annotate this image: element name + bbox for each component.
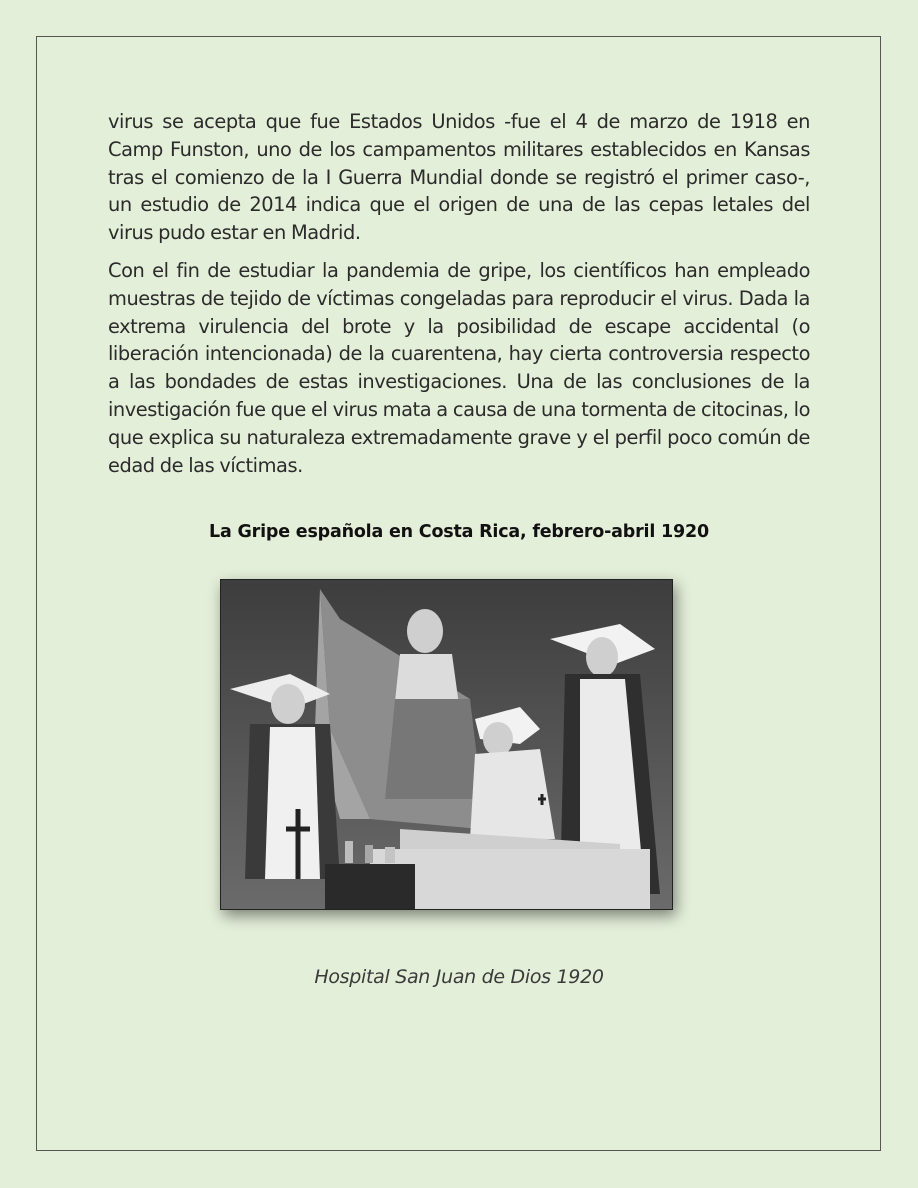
- body-text: [108, 108, 810, 489]
- figure-caption: Hospital San Juan de Dios 1920: [314, 966, 604, 988]
- paragraph-1: virus se acepta que fue Estados Unidos -fue el 4 de marzo de 1918 en Camp Funston, uno de los campamentos militares establecidos en Kansas tras el comienzo de la I Guerra Mundial donde se registró el primer caso-, un estudio de 2014 indica que el origen de una de las cepas letales del virus pudo estar en Madrid.: [108, 110, 810, 245]
- historical-photo: [220, 579, 673, 910]
- paragraph-2: Con el fin de estudiar la pandemia de gripe, los científicos han empleado muestras de tejido de víctimas congeladas para reproducir el virus. Dada la extrema virulencia del brote y la posibilidad de escape accidental (o liberación intencionada) de la cuarentena, hay cierta controversia respecto a las bondades de estas investigaciones. Una de las conclusiones de la investigación fue que el virus mata a causa de una tormenta de citocinas, lo que explica su naturaleza extremadamente grave y el perfil poco común de edad de las víctimas.: [108, 258, 810, 477]
- figure-heading: La Gripe española en Costa Rica, febrero-abril 1920: [209, 522, 709, 542]
